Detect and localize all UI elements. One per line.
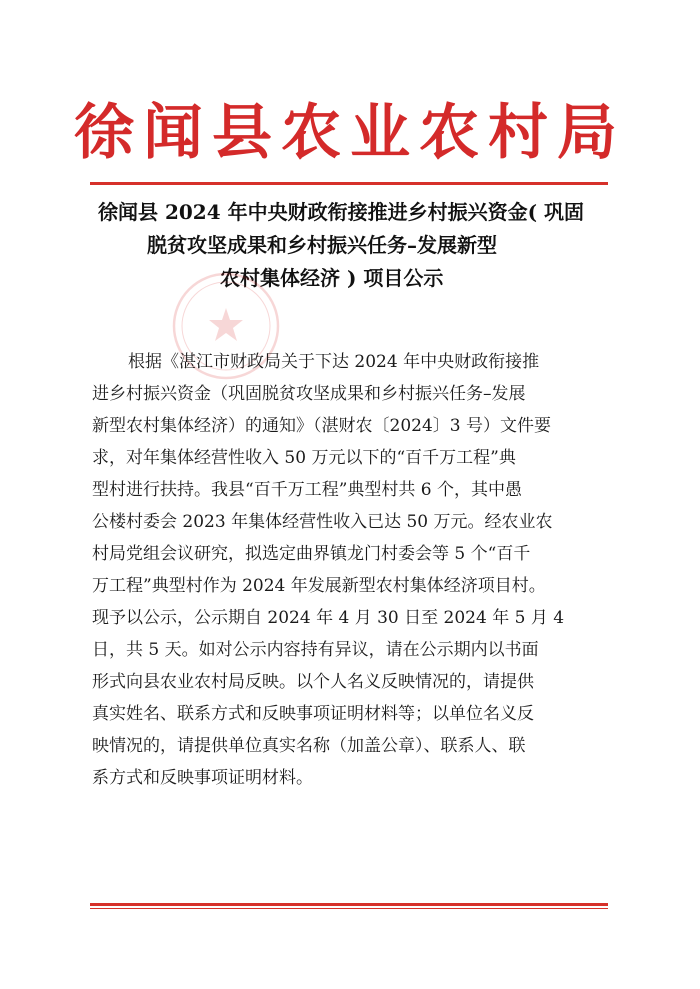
body-line: 新型农村集体经济）的通知》（湛财农〔2024〕3 号）文件要 — [92, 416, 551, 436]
body-line: 公楼村委会 2023 年集体经营性收入已达 50 万元。经农业农 — [92, 512, 553, 532]
body-line: 形式向县农业农村局反映。以个人名义反映情况的，请提供 — [92, 672, 534, 692]
notice-title-line-2: 脱贫攻坚成果和乡村振兴任务–发展新型 — [147, 233, 497, 257]
body-line: 系方式和反映事项证明材料。 — [92, 768, 313, 788]
notice-title — [90, 196, 610, 295]
red-rule-top — [90, 182, 608, 185]
body-line: 万工程”典型村作为 2024 年发展新型农村集体经济项目村。 — [92, 576, 546, 596]
body-line: 现予以公示，公示期自 2024 年 4 月 30 日至 2024 年 5 月 4 — [92, 608, 565, 628]
body-line: 日，共 5 天。如对公示内容持有异议，请在公示期内以书面 — [92, 640, 539, 660]
letterhead-title: 徐闻县农业农村局 — [74, 98, 626, 168]
body-line: 村局党组会议研究，拟选定曲界镇龙门村委会等 5 个“百千 — [92, 544, 531, 564]
body-line: 型村进行扶持。我县“百千万工程”典型村共 6 个，其中愚 — [92, 480, 523, 500]
red-rule-bottom — [90, 903, 608, 906]
notice-title-line-3: 农村集体经济 ) 项目公示 — [220, 266, 444, 290]
body-line: 真实姓名、联系方式和反映事项证明材料等；以单位名义反 — [92, 704, 534, 724]
body-line: 映情况的，请提供单位真实名称（加盖公章）、联系人、联 — [92, 736, 526, 756]
body-line: 根据《湛江市财政局关于下达 2024 年中央财政衔接推 — [128, 352, 540, 372]
red-rule-bottom-thin — [90, 908, 608, 909]
notice-body — [92, 346, 612, 794]
body-line: 进乡村振兴资金（巩固脱贫攻坚成果和乡村振兴任务–发展 — [92, 384, 526, 404]
body-line: 求，对年集体经营性收入 50 万元以下的“百千万工程”典 — [92, 448, 516, 468]
notice-title-line-1: 徐闻县 2024 年中央财政衔接推进乡村振兴资金( 巩固 — [98, 200, 585, 224]
